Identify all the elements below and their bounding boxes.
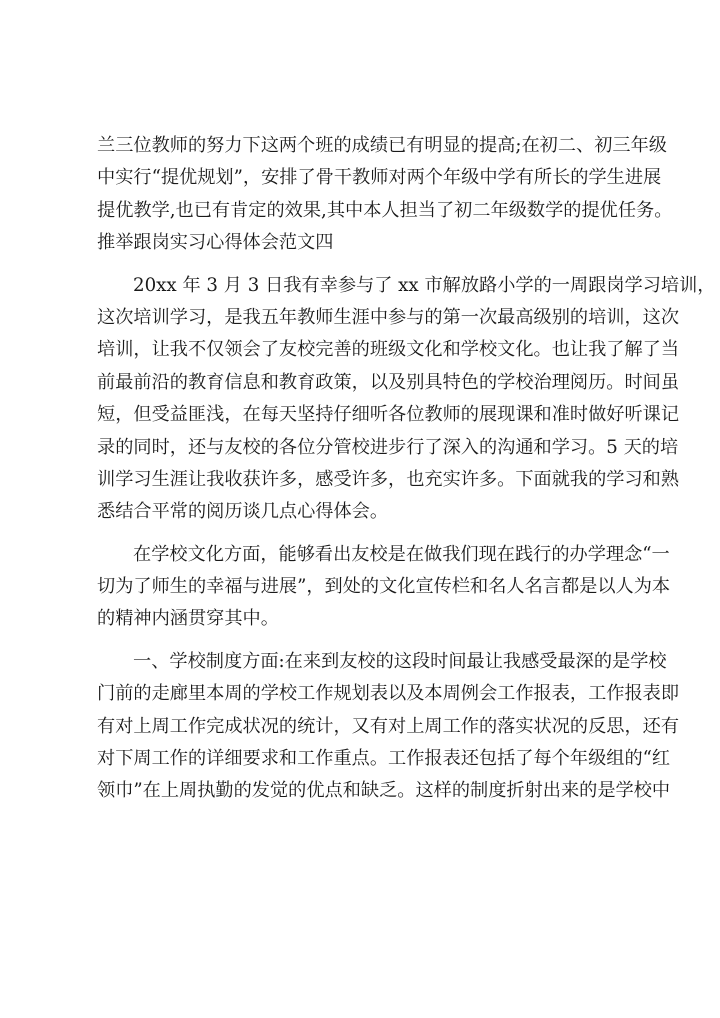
document-body [97,130,716,808]
paragraph-start-line: 在学校文化方面，能够看出友校是在做我们现在践行的办学理念“一 [133,543,670,565]
text-line: 前最前沿的教育信息和教育政策，以及别具特色的学校治理阅历。时间虽 [97,371,680,393]
text-line: 对下周工作的详细要求和工作重点。工作报表还包括了每个年级组的“红 [97,748,671,770]
text-line: 兰三位教师的努力下这两个班的成绩已有明显的提高;在初二、初三年级 [97,135,667,156]
text-line: 短，但受益匪浅，在每天坚持仔细听各位教师的展现课和准时做好听课记 [97,404,680,426]
section-heading: 推举跟岗实习心得体会范文四 [97,232,334,254]
text-line: 提优教学,也已有肯定的效果,其中本人担当了初二年级数学的提优任务。 [97,199,673,221]
text-line: 领巾”在上周执勤的发觉的优点和缺乏。这样的制度折射出来的是学校中 [97,780,671,802]
text-line: 这次培训学习，是我五年教师生涯中参与的第一次最高级别的培训，这次 [97,306,680,328]
text-line: 切为了师生的幸福与进展”，到处的文化宣传栏和名人名言都是以人为本 [97,576,671,598]
text-line: 中实行“提优规划”，安排了骨干教师对两个年级中学有所长的学生进展 [97,167,662,189]
text-line: 训学习生涯让我收获许多，感受许多，也充实许多。下面就我的学习和熟 [97,468,680,490]
text-line: 的精神内涵贯穿其中。 [97,608,279,630]
text-line: 培训，让我不仅领会了友校完善的班级文化和学校文化。也让我了解了当 [97,339,680,361]
text-line: 门前的走廊里本周的学校工作规划表以及本周例会工作报表，工作报表即 [97,683,680,705]
text-line: 有对上周工作完成状况的统计，又有对上周工作的落实状况的反思，还有 [97,715,680,737]
paragraph-start-line: 一、学校制度方面:在来到友校的这段时间最让我感受最深的是学校 [133,650,667,672]
paragraph-start-line: 20xx 年 3 月 3 日我有幸参与了 xx 市解放路小学的一周跟岗学习培训， [133,274,716,296]
text-line: 悉结合平常的阅历谈几点心得体会。 [97,501,389,523]
text-line: 录的同时，还与友校的各位分管校进步行了深入的沟通和学习。5 天的培 [97,436,679,458]
